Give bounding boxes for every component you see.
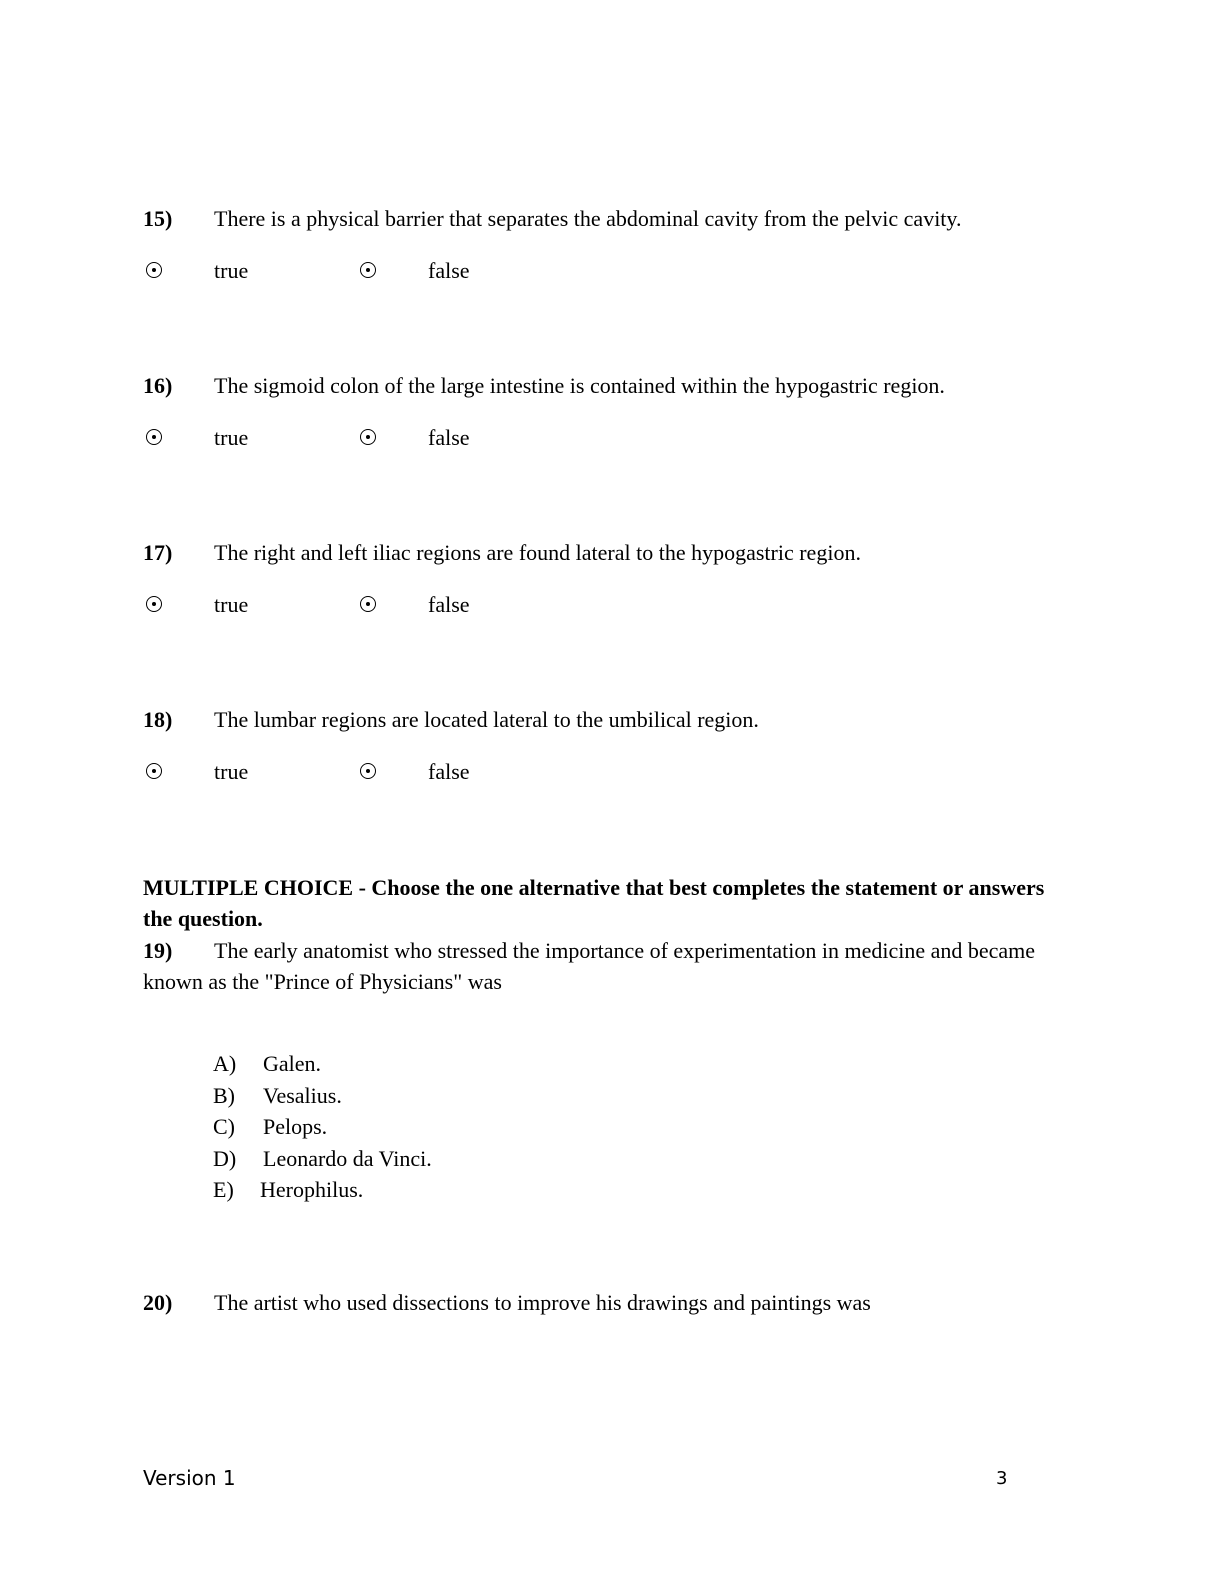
question-text: There is a physical barrier that separates the abdominal cavity from the pelvic cavity. xyxy=(214,206,962,231)
question-text: The artist who used dissections to improve his drawings and paintings was xyxy=(214,1290,871,1315)
choice-text: Leonardo da Vinci. xyxy=(263,1145,432,1171)
question-number: 17) xyxy=(143,540,173,565)
question-text: The sigmoid colon of the large intestine is contained within the hypogastric region. xyxy=(214,373,945,398)
option-true-label: true xyxy=(214,592,249,617)
radio-true[interactable] xyxy=(146,429,162,445)
question-number: 18) xyxy=(143,707,173,732)
choice-text: Pelops. xyxy=(263,1114,328,1139)
question-line xyxy=(143,371,1103,401)
question-line xyxy=(143,1288,1103,1318)
tf-question-17 xyxy=(143,538,1103,620)
question-text: The early anatomist who stressed the importance of experimentation in medicine and became known as the "Prince of Physicians" was xyxy=(143,938,1036,994)
question-number: 19) xyxy=(143,938,173,963)
question-number: 20) xyxy=(143,1290,173,1315)
footer-version: Version 1 xyxy=(143,1466,236,1490)
option-true-label: true xyxy=(214,258,249,283)
answer-options xyxy=(143,423,1103,453)
multiple-choice-header: MULTIPLE CHOICE - Choose the one alternative that best completes the statement or answers the question. xyxy=(143,875,1045,931)
question-number: 15) xyxy=(143,206,173,231)
choice-letter: C) xyxy=(213,1114,235,1139)
question-line xyxy=(143,538,1103,568)
answer-options xyxy=(143,256,1103,286)
option-false-label: false xyxy=(428,592,470,617)
option-false-label: false xyxy=(428,759,470,784)
option-true-label: true xyxy=(214,425,249,450)
option-true-label: true xyxy=(214,759,249,784)
choice-text: Herophilus. xyxy=(260,1177,364,1202)
question-line xyxy=(143,705,1103,735)
question-number: 16) xyxy=(143,373,173,398)
radio-false[interactable] xyxy=(360,429,376,445)
answer-options xyxy=(143,757,1103,787)
radio-true[interactable] xyxy=(146,262,162,278)
tf-question-15 xyxy=(143,204,1103,286)
choice-text: Galen. xyxy=(263,1051,322,1076)
choice-letter: B) xyxy=(213,1082,235,1108)
choice-letter: E) xyxy=(213,1177,234,1202)
mc-question-19 xyxy=(143,935,1063,997)
choice-letter: A) xyxy=(213,1051,237,1076)
radio-true[interactable] xyxy=(146,596,162,612)
question-text: The lumbar regions are located lateral to the umbilical region. xyxy=(214,707,759,732)
footer-page-number: 3 xyxy=(996,1468,1008,1489)
radio-false[interactable] xyxy=(360,596,376,612)
choice-letter: D) xyxy=(213,1145,237,1171)
radio-true[interactable] xyxy=(146,763,162,779)
radio-false[interactable] xyxy=(360,262,376,278)
radio-false[interactable] xyxy=(360,763,376,779)
question-text: The right and left iliac regions are found lateral to the hypogastric region. xyxy=(214,540,861,565)
tf-question-16 xyxy=(143,371,1103,453)
option-false-label: false xyxy=(428,425,470,450)
tf-question-18 xyxy=(143,705,1103,787)
question-line xyxy=(143,204,1103,234)
option-false-label: false xyxy=(428,258,470,283)
answer-options xyxy=(143,590,1103,620)
mc-question-20 xyxy=(143,1288,1103,1318)
choice-text: Vesalius. xyxy=(263,1082,342,1108)
